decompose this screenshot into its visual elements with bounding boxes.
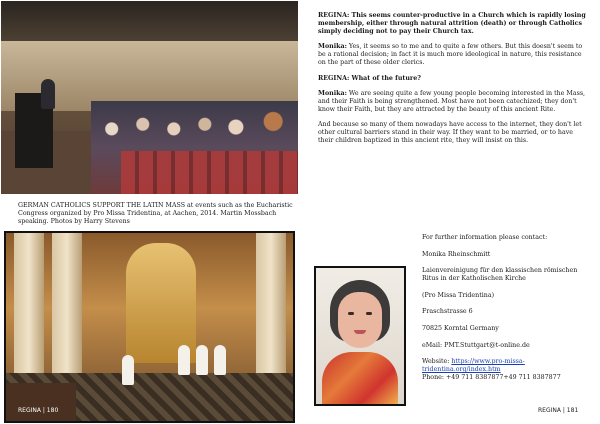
- congress-photo: [1, 1, 298, 194]
- server-figure: [122, 355, 134, 385]
- answer-2-speaker: Monika:: [318, 89, 347, 97]
- website-label: Website:: [422, 358, 452, 366]
- question-2: REGINA: What of the future?: [318, 74, 421, 82]
- answer-2: [318, 90, 586, 114]
- website-link[interactable]: https://www.pro-missa-tridentina.org/index.htm: [422, 358, 525, 374]
- answer-1-speaker: Monika:: [318, 43, 347, 51]
- contact-org: Laienvereinigung für den klassischen römischen Ritus in der Katholischen Kirche: [422, 267, 578, 283]
- footer-left: REGINA | 180: [18, 407, 59, 414]
- question-1: REGINA: This seems counter-productive in a Church which is rapidly losing membership, either through natural attrition (death) or through Catholics simply deciding not to pay their Church tax.: [318, 12, 586, 36]
- choir-stalls: [6, 383, 76, 421]
- contact-email: [422, 342, 594, 350]
- priest-figure: [196, 345, 208, 375]
- speaker-figure: [41, 79, 55, 109]
- priest-figure: [178, 345, 190, 375]
- answer-3: And because so many of them nowadays have access to the internet, they don't let other cultural barriers stand in their way. If they want to be married, or to have their children baptized in this ancient rite, they will insist on this.: [318, 120, 582, 145]
- answer-2-text: We are seeing quite a few young people becoming interested in the Mass, and their Faith is being strengthened. Most have not been catechized; they don't know their Faith, but they are attracted by the beauty of this ancient Rite.: [318, 89, 586, 113]
- contact-website: [422, 358, 594, 374]
- contact-street: Fraschstrasse 6: [422, 308, 473, 316]
- priest-figure: [214, 345, 226, 375]
- contact-block: [422, 234, 594, 383]
- contact-intro: For further information please contact:: [422, 234, 548, 241]
- portrait-face: [338, 292, 382, 348]
- interview-text: [318, 12, 586, 152]
- column-mid: [52, 233, 82, 383]
- portrait-eye: [366, 312, 372, 315]
- email-label: eMail:: [422, 341, 445, 349]
- photo-caption: GERMAN CATHOLICS SUPPORT THE LATIN MASS at events such as the Eucharistic Congress organized by Pro Missa Tridentina, at Aachen, 2014. Martin Mossbach speaking. Photos by Harry Stevens: [18, 202, 293, 226]
- footer-right: REGINA | 181: [538, 407, 579, 414]
- contact-org-short: (Pro Missa Tridentina): [422, 291, 495, 299]
- contact-name: Monika Rheinschmitt: [422, 250, 491, 258]
- answer-1: [318, 43, 586, 67]
- portrait-photo: [314, 266, 406, 406]
- answer-1-text: Yes, it seems so to me and to quite a few others. But this doesn't seem to be a rational decision; in fact it is much more ideological in nature, this resistance on the part of these older clerics.: [318, 43, 583, 67]
- church-photo: [4, 231, 295, 423]
- portrait-scarf: [322, 352, 398, 404]
- contact-phone: Phone: +49 711 8387877+49 711 8387877: [422, 374, 561, 382]
- contact-city: 70825 Korntal Germany: [422, 325, 499, 333]
- email-address[interactable]: PMT.Stuttgart@t-online.de: [444, 341, 530, 349]
- red-chairs: [121, 151, 298, 194]
- portrait-eye: [348, 312, 354, 315]
